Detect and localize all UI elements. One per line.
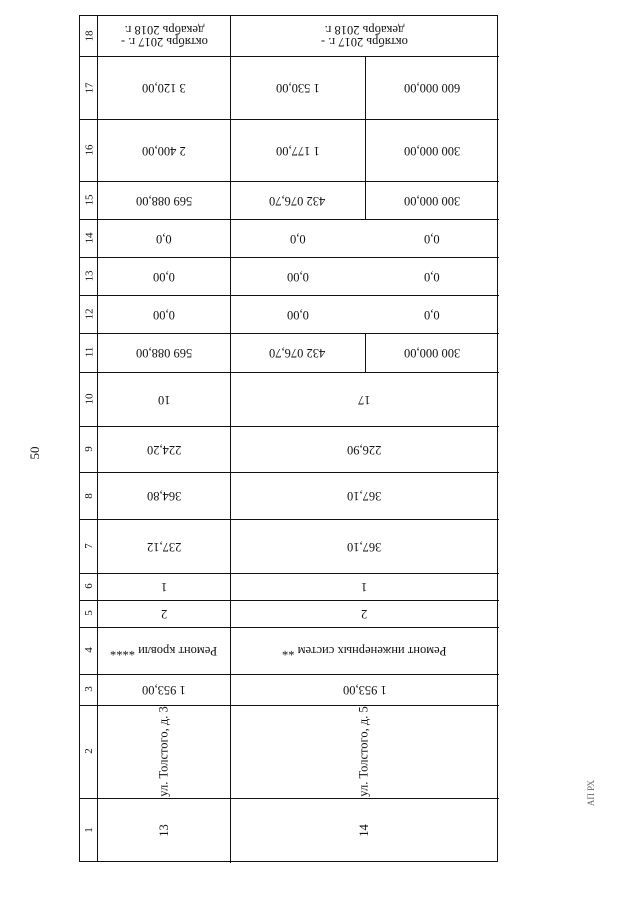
row13-col6: 1	[160, 580, 168, 594]
column-number-strip	[80, 16, 98, 861]
row13-col2: ул. Толстого, д. 3	[156, 706, 171, 797]
row13-col17: 3 120,00	[142, 81, 186, 95]
row14-col14a: 0,0	[289, 231, 306, 246]
rotated-table	[79, 15, 498, 862]
column-number-15: 15	[83, 194, 95, 206]
row14-col15a: 432 076,70	[269, 193, 326, 208]
row13-col4: Ремонт кровли ****	[110, 644, 218, 658]
column-number-5: 5	[83, 610, 95, 616]
row14-col12a: 0,00	[286, 307, 309, 322]
row13-col14: 0,0	[156, 231, 172, 246]
column-number-13: 13	[83, 270, 95, 282]
row14-col5: 2	[361, 607, 368, 621]
column-number-8: 8	[83, 493, 95, 499]
row14-col8: 367,10	[347, 489, 382, 503]
row13-period: октябрь 2017 г. - декабрь 2018 г.	[120, 23, 208, 49]
row13-col3: 1 953,00	[142, 683, 186, 697]
row14-col9: 226,90	[347, 442, 382, 457]
row13-col7: 237,12	[146, 539, 182, 554]
row14-col13b: 0,0	[424, 269, 440, 284]
column-number-3: 3	[83, 686, 95, 692]
row13-col13: 0,00	[153, 269, 175, 284]
column-number-18: 18	[83, 30, 95, 42]
row13-col12: 0,00	[153, 307, 175, 322]
row14-col16b: 300 000,00	[403, 143, 461, 158]
row13-col1: 13	[156, 824, 171, 837]
row14-col10: 17	[358, 392, 371, 407]
row14-col6: 1	[361, 580, 368, 594]
row14-period: октябрь 2017 г. - декабрь 2018 г.	[321, 23, 408, 49]
row13-col16: 2 400,00	[142, 143, 186, 158]
column-number-17: 17	[83, 82, 95, 94]
column-number-10: 10	[83, 393, 95, 405]
column-number-12: 12	[83, 308, 95, 320]
column-number-2: 2	[83, 748, 95, 754]
row14-col3: 1 953,00	[342, 683, 387, 697]
row14-col4: Ремонт инженерных систем **	[282, 644, 447, 658]
row14-col16a: 1 177,00	[275, 143, 320, 158]
row14-col1: 14	[357, 824, 371, 837]
column-number-6: 6	[83, 583, 95, 589]
column-number-16: 16	[83, 144, 95, 156]
row14-col17a: 1 530,00	[275, 81, 320, 95]
row14-col17b: 600 000,00	[403, 81, 461, 95]
column-number-7: 7	[83, 543, 95, 549]
row14-col11a: 432 076,70	[269, 346, 326, 360]
page-number: 50	[27, 446, 42, 460]
row14-col7: 367,10	[347, 539, 382, 554]
row14-col11b: 300 000,00	[403, 346, 461, 360]
row13-col8: 364,80	[146, 489, 182, 503]
row14-col13a: 0,00	[286, 269, 309, 284]
row13-col10: 10	[157, 392, 171, 407]
column-number-9: 9	[83, 446, 95, 452]
row13-col5: 2	[160, 607, 168, 621]
column-number-14: 14	[83, 232, 95, 244]
column-number-11: 11	[83, 346, 95, 358]
column-number-4: 4	[83, 647, 95, 653]
row14-col14b: 0,0	[424, 231, 440, 246]
row13-col15: 569 088,00	[135, 193, 193, 208]
row13-col9: 224,20	[146, 442, 182, 457]
column-number-1: 1	[83, 827, 95, 833]
row14-col15b: 300 000,00	[403, 193, 461, 208]
row14-col12b: 0,0	[424, 307, 440, 322]
row14-col2: ул. Толстого, д. 5	[356, 706, 371, 797]
row13-col11: 569 088,00	[135, 346, 193, 360]
margin-mark: АП РХ	[586, 779, 597, 807]
